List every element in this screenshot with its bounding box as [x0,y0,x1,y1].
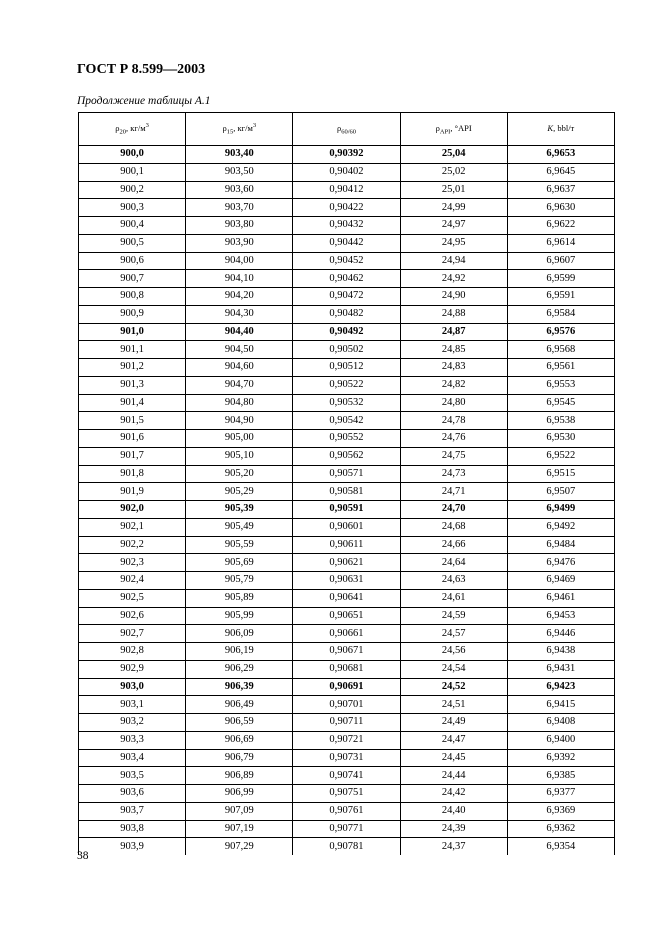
column-header-rho-api: $\rho_{API}$, °API [400,113,507,146]
page-number: 38 [77,850,89,862]
rho60-60-cell: 0,90452 [293,252,400,270]
table-row [79,217,615,235]
rho20-cell: 901,6 [79,430,186,448]
k-cell: 6,9614 [507,234,614,252]
rho20-cell: 901,5 [79,412,186,430]
rho60-60-cell: 0,90542 [293,412,400,430]
rho15-cell: 906,99 [186,785,293,803]
rho-api-cell: 24,90 [400,288,507,306]
rho-api-cell: 24,39 [400,820,507,838]
rho60-60-cell: 0,90631 [293,572,400,590]
rho-api-cell: 24,87 [400,323,507,341]
table-row [79,518,615,536]
table-row [79,234,615,252]
table-row [79,607,615,625]
k-cell: 6,9469 [507,572,614,590]
rho20-cell: 900,7 [79,270,186,288]
rho60-60-cell: 0,90721 [293,731,400,749]
table-body [79,146,615,856]
rho20-cell: 901,8 [79,465,186,483]
rho60-60-cell: 0,90512 [293,359,400,377]
rho15-cell: 903,40 [186,146,293,164]
rho60-60-cell: 0,90691 [293,678,400,696]
rho15-cell: 907,09 [186,802,293,820]
rho15-cell: 904,80 [186,394,293,412]
k-cell: 6,9591 [507,288,614,306]
table-row [79,554,615,572]
rho20-cell: 902,6 [79,607,186,625]
rho15-cell: 905,29 [186,483,293,501]
k-cell: 6,9354 [507,838,614,855]
rho-api-cell: 24,45 [400,749,507,767]
rho15-cell: 906,79 [186,749,293,767]
rho-api-cell: 24,40 [400,802,507,820]
k-cell: 6,9499 [507,501,614,519]
table-row [79,146,615,164]
rho60-60-cell: 0,90492 [293,323,400,341]
rho15-cell: 904,70 [186,376,293,394]
rho60-60-cell: 0,90781 [293,838,400,855]
table-row [79,430,615,448]
k-cell: 6,9538 [507,412,614,430]
rho20-cell: 902,3 [79,554,186,572]
table-row [79,501,615,519]
rho60-60-cell: 0,90611 [293,536,400,554]
rho60-60-cell: 0,90591 [293,501,400,519]
table-header [79,113,615,146]
rho15-cell: 905,39 [186,501,293,519]
rho60-60-cell: 0,90751 [293,785,400,803]
k-cell: 6,9431 [507,660,614,678]
rho60-60-cell: 0,90581 [293,483,400,501]
rho-api-cell: 24,64 [400,554,507,572]
rho15-cell: 905,89 [186,589,293,607]
k-cell: 6,9392 [507,749,614,767]
table-row [79,199,615,217]
rho60-60-cell: 0,90562 [293,447,400,465]
rho15-cell: 906,49 [186,696,293,714]
rho15-cell: 903,60 [186,181,293,199]
rho60-60-cell: 0,90392 [293,146,400,164]
rho20-cell: 901,2 [79,359,186,377]
table-row [79,802,615,820]
rho20-cell: 900,6 [79,252,186,270]
k-cell: 6,9484 [507,536,614,554]
table-caption: Продолжение таблицы А.1 [77,95,211,107]
rho-api-cell: 24,78 [400,412,507,430]
rho60-60-cell: 0,90661 [293,625,400,643]
table-row [79,731,615,749]
rho20-cell: 900,9 [79,305,186,323]
column-header-rho20: $\rho_{20}$, $кг/м^3$ [79,113,186,146]
table-row [79,412,615,430]
k-cell: 6,9438 [507,643,614,661]
rho15-cell: 905,69 [186,554,293,572]
rho60-60-cell: 0,90641 [293,589,400,607]
rho-api-cell: 24,57 [400,625,507,643]
rho15-cell: 904,60 [186,359,293,377]
k-cell: 6,9446 [507,625,614,643]
table-row [79,163,615,181]
rho20-cell: 902,9 [79,660,186,678]
k-cell: 6,9492 [507,518,614,536]
k-cell: 6,9568 [507,341,614,359]
rho-api-cell: 25,02 [400,163,507,181]
rho20-cell: 903,8 [79,820,186,838]
table-row [79,660,615,678]
rho15-cell: 906,69 [186,731,293,749]
rho20-cell: 900,0 [79,146,186,164]
rho60-60-cell: 0,90771 [293,820,400,838]
rho15-cell: 905,20 [186,465,293,483]
rho60-60-cell: 0,90402 [293,163,400,181]
rho20-cell: 901,3 [79,376,186,394]
table-row [79,625,615,643]
rho15-cell: 903,50 [186,163,293,181]
rho15-cell: 906,89 [186,767,293,785]
rho-api-cell: 24,83 [400,359,507,377]
k-cell: 6,9637 [507,181,614,199]
rho60-60-cell: 0,90601 [293,518,400,536]
rho20-cell: 901,0 [79,323,186,341]
rho-api-cell: 24,37 [400,838,507,855]
k-cell: 6,9545 [507,394,614,412]
rho15-cell: 905,99 [186,607,293,625]
rho60-60-cell: 0,90532 [293,394,400,412]
rho60-60-cell: 0,90741 [293,767,400,785]
rho15-cell: 906,29 [186,660,293,678]
rho20-cell: 901,9 [79,483,186,501]
k-cell: 6,9507 [507,483,614,501]
k-cell: 6,9576 [507,323,614,341]
rho-api-cell: 24,52 [400,678,507,696]
rho15-cell: 903,90 [186,234,293,252]
rho20-cell: 903,2 [79,714,186,732]
column-header-rho15: $\rho_{15}$, $кг/м^3$ [186,113,293,146]
rho-api-cell: 24,59 [400,607,507,625]
rho20-cell: 902,1 [79,518,186,536]
rho20-cell: 903,9 [79,838,186,855]
k-cell: 6,9607 [507,252,614,270]
k-cell: 6,9408 [507,714,614,732]
rho15-cell: 905,10 [186,447,293,465]
rho-api-cell: 24,73 [400,465,507,483]
rho15-cell: 906,19 [186,643,293,661]
rho-api-cell: 24,82 [400,376,507,394]
data-table [78,112,615,855]
rho20-cell: 903,1 [79,696,186,714]
rho-api-cell: 24,95 [400,234,507,252]
rho-api-cell: 24,66 [400,536,507,554]
table-row [79,341,615,359]
rho20-cell: 903,6 [79,785,186,803]
rho-api-cell: 24,71 [400,483,507,501]
rho60-60-cell: 0,90462 [293,270,400,288]
rho-api-cell: 24,75 [400,447,507,465]
rho60-60-cell: 0,90731 [293,749,400,767]
rho-api-cell: 24,61 [400,589,507,607]
k-cell: 6,9653 [507,146,614,164]
k-cell: 6,9415 [507,696,614,714]
rho15-cell: 904,20 [186,288,293,306]
rho60-60-cell: 0,90502 [293,341,400,359]
k-cell: 6,9530 [507,430,614,448]
table-row [79,714,615,732]
table-row [79,696,615,714]
k-cell: 6,9362 [507,820,614,838]
column-header-k: K, bbl/т [507,113,614,146]
rho-api-cell: 24,56 [400,643,507,661]
k-cell: 6,9599 [507,270,614,288]
k-cell: 6,9423 [507,678,614,696]
rho-api-cell: 24,85 [400,341,507,359]
table-row [79,447,615,465]
rho60-60-cell: 0,90522 [293,376,400,394]
table-row [79,270,615,288]
rho-api-cell: 24,92 [400,270,507,288]
rho15-cell: 904,40 [186,323,293,341]
table-row [79,678,615,696]
rho60-60-cell: 0,90571 [293,465,400,483]
k-cell: 6,9453 [507,607,614,625]
k-cell: 6,9553 [507,376,614,394]
rho-api-cell: 25,04 [400,146,507,164]
rho15-cell: 904,00 [186,252,293,270]
rho20-cell: 901,4 [79,394,186,412]
rho20-cell: 902,8 [79,643,186,661]
rho15-cell: 905,59 [186,536,293,554]
rho20-cell: 903,3 [79,731,186,749]
k-cell: 6,9630 [507,199,614,217]
table-row [79,252,615,270]
rho60-60-cell: 0,90701 [293,696,400,714]
rho-api-cell: 24,99 [400,199,507,217]
k-cell: 6,9461 [507,589,614,607]
k-cell: 6,9400 [507,731,614,749]
k-cell: 6,9476 [507,554,614,572]
rho-api-cell: 24,51 [400,696,507,714]
rho-api-cell: 24,42 [400,785,507,803]
rho60-60-cell: 0,90472 [293,288,400,306]
rho20-cell: 900,3 [79,199,186,217]
document-code: ГОСТ Р 8.599—2003 [77,62,206,77]
rho-api-cell: 24,44 [400,767,507,785]
rho-api-cell: 25,01 [400,181,507,199]
table-row [79,323,615,341]
rho60-60-cell: 0,90482 [293,305,400,323]
table-row [79,820,615,838]
rho60-60-cell: 0,90422 [293,199,400,217]
rho-api-cell: 24,80 [400,394,507,412]
rho15-cell: 906,09 [186,625,293,643]
table-row [79,465,615,483]
rho20-cell: 903,5 [79,767,186,785]
table-row [79,643,615,661]
rho20-cell: 903,7 [79,802,186,820]
rho60-60-cell: 0,90681 [293,660,400,678]
rho60-60-cell: 0,90671 [293,643,400,661]
rho20-cell: 902,4 [79,572,186,590]
table-row [79,288,615,306]
rho15-cell: 905,79 [186,572,293,590]
table-row [79,305,615,323]
rho20-cell: 903,4 [79,749,186,767]
rho-api-cell: 24,76 [400,430,507,448]
rho20-cell: 902,7 [79,625,186,643]
k-cell: 6,9385 [507,767,614,785]
header-row [79,113,615,146]
rho20-cell: 902,5 [79,589,186,607]
table-row [79,838,615,855]
rho20-cell: 900,8 [79,288,186,306]
rho60-60-cell: 0,90761 [293,802,400,820]
rho15-cell: 905,00 [186,430,293,448]
rho20-cell: 902,0 [79,501,186,519]
rho15-cell: 907,29 [186,838,293,855]
rho-api-cell: 24,49 [400,714,507,732]
rho15-cell: 904,90 [186,412,293,430]
k-cell: 6,9369 [507,802,614,820]
table-row [79,376,615,394]
rho20-cell: 901,1 [79,341,186,359]
rho-api-cell: 24,63 [400,572,507,590]
rho15-cell: 903,80 [186,217,293,235]
rho-api-cell: 24,68 [400,518,507,536]
rho60-60-cell: 0,90621 [293,554,400,572]
column-header-rho60-60: $\rho_{60/60}$ [293,113,400,146]
k-cell: 6,9522 [507,447,614,465]
rho-api-cell: 24,47 [400,731,507,749]
table-row [79,483,615,501]
table-row [79,589,615,607]
rho15-cell: 904,10 [186,270,293,288]
table-row [79,181,615,199]
table-row [79,749,615,767]
rho60-60-cell: 0,90442 [293,234,400,252]
rho20-cell: 900,5 [79,234,186,252]
rho15-cell: 906,59 [186,714,293,732]
table-row [79,785,615,803]
rho20-cell: 901,7 [79,447,186,465]
table-row [79,394,615,412]
k-cell: 6,9645 [507,163,614,181]
table-row [79,767,615,785]
rho60-60-cell: 0,90432 [293,217,400,235]
k-cell: 6,9584 [507,305,614,323]
rho15-cell: 904,50 [186,341,293,359]
table-row [79,536,615,554]
rho20-cell: 903,0 [79,678,186,696]
k-cell: 6,9622 [507,217,614,235]
rho20-cell: 900,2 [79,181,186,199]
k-cell: 6,9515 [507,465,614,483]
rho15-cell: 903,70 [186,199,293,217]
rho-api-cell: 24,88 [400,305,507,323]
rho-api-cell: 24,70 [400,501,507,519]
rho-api-cell: 24,97 [400,217,507,235]
rho15-cell: 905,49 [186,518,293,536]
rho15-cell: 904,30 [186,305,293,323]
rho15-cell: 906,39 [186,678,293,696]
k-cell: 6,9377 [507,785,614,803]
rho-api-cell: 24,94 [400,252,507,270]
rho20-cell: 900,4 [79,217,186,235]
rho15-cell: 907,19 [186,820,293,838]
table-row [79,359,615,377]
rho-api-cell: 24,54 [400,660,507,678]
rho20-cell: 900,1 [79,163,186,181]
rho60-60-cell: 0,90412 [293,181,400,199]
rho60-60-cell: 0,90711 [293,714,400,732]
rho20-cell: 902,2 [79,536,186,554]
table-row [79,572,615,590]
k-cell: 6,9561 [507,359,614,377]
rho60-60-cell: 0,90552 [293,430,400,448]
rho60-60-cell: 0,90651 [293,607,400,625]
